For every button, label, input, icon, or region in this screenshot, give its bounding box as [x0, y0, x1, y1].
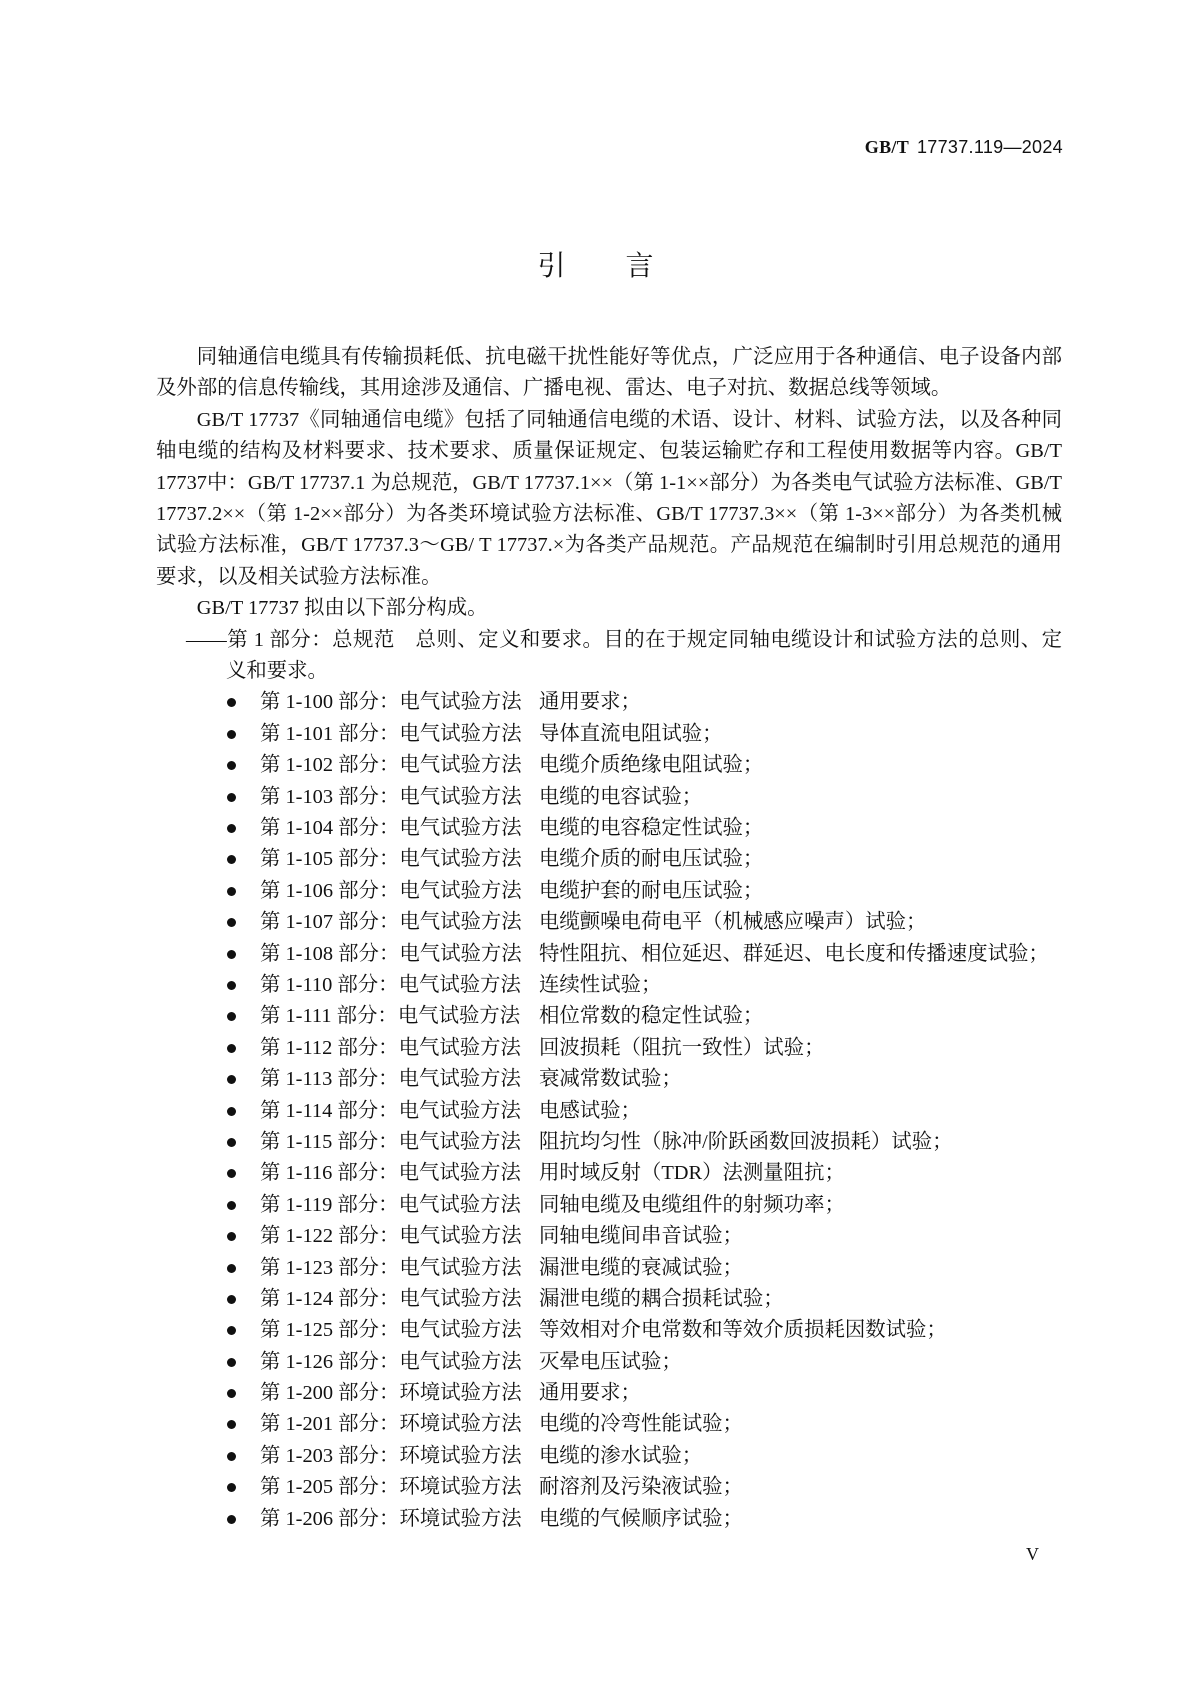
- bullet-icon: [227, 1389, 236, 1398]
- list-item: [156, 1315, 1062, 1346]
- list-item: [156, 1253, 1062, 1284]
- part-label: 第 1-112 部分：电气试验方法: [260, 1036, 521, 1059]
- part-description: 灭晕电压试验；: [539, 1350, 682, 1373]
- list-item: [156, 1158, 1062, 1189]
- standard-number-header: [865, 137, 1063, 158]
- part-label: 第 1-126 部分：电气试验方法: [260, 1350, 522, 1373]
- part-label: 第 1-119 部分：电气试验方法: [260, 1193, 521, 1216]
- standard-number: 17737.119—2024: [917, 137, 1063, 157]
- list-item: [156, 844, 1062, 875]
- part-description: 电缆颤噪电荷电平（机械感应噪声）试验；: [539, 911, 927, 934]
- list-item: [156, 1190, 1062, 1221]
- bullet-icon: [227, 1420, 236, 1429]
- bullet-icon: [227, 1326, 236, 1335]
- bullet-icon: [227, 1075, 236, 1084]
- part-label: 第 1-114 部分：电气试验方法: [260, 1099, 521, 1122]
- list-item: [156, 1472, 1062, 1503]
- list-item: [156, 876, 1062, 907]
- bullet-icon: [227, 793, 236, 802]
- bullet-icon: [227, 1169, 236, 1178]
- paragraph-parts-lead: GB/T 17737 拟由以下部分构成。: [196, 597, 488, 620]
- bullet-icon: [227, 730, 236, 739]
- standard-prefix: GB/T: [864, 137, 909, 157]
- part-description: 回波损耗（阻抗一致性）试验；: [539, 1036, 825, 1059]
- part-description: 漏泄电缆的耦合损耗试验；: [539, 1287, 784, 1310]
- list-item: [156, 1504, 1062, 1535]
- list-item: [156, 1033, 1062, 1064]
- bullet-icon: [227, 1138, 236, 1147]
- bullet-icon: [227, 1515, 236, 1524]
- part-description: 漏泄电缆的衰减试验；: [539, 1256, 743, 1279]
- part-description: 阻抗均匀性（脉冲/阶跃函数回波损耗）试验；: [539, 1130, 953, 1153]
- part-label: 第 1-124 部分：电气试验方法: [260, 1287, 522, 1310]
- bullet-icon: [227, 1044, 236, 1053]
- part-description: 导体直流电阻试验；: [539, 722, 723, 745]
- bullet-icon: [227, 855, 236, 864]
- list-item: [156, 1001, 1062, 1032]
- part-description: 同轴电缆间串音试验；: [539, 1225, 743, 1248]
- part-label: 第 1-115 部分：电气试验方法: [260, 1130, 521, 1153]
- paragraph-structure: GB/T 17737《同轴通信电缆》包括了同轴通信电缆的术语、设计、材料、试验方法，以及各种同轴电缆的结构及材料要求、技术要求、质量保证规定、包装运输贮存和工程使用数据等内容。GB/T 17737中：GB/T 17737.1 为总规范，GB/T 17737.1××（第 1-1××部分）为各类电气试验方法标准、GB/T 17737.2××（第 1-2××部分）为各类环境试验方法标准、GB/T 17737.3××（第 1-3××部分）为各类机械试验方法标准，GB/T 17737.3～GB/ T 17737.×为各类产品规范。产品规范在编制时引用总规范的通用要求，以及相关试验方法标准。: [156, 408, 1062, 588]
- list-item: [156, 1347, 1062, 1378]
- part-description: 电缆的气候顺序试验；: [539, 1507, 743, 1530]
- part-description: 连续性试验；: [539, 973, 662, 996]
- part-label: 第 1-113 部分：电气试验方法: [260, 1068, 521, 1091]
- part-label: 第 1-106 部分：电气试验方法: [260, 879, 522, 902]
- bullet-icon: [227, 918, 236, 927]
- list-item: [156, 1409, 1062, 1440]
- list-item: [156, 939, 1062, 970]
- bullet-icon: [227, 1107, 236, 1116]
- part-label: 第 1-205 部分：环境试验方法: [260, 1476, 522, 1499]
- part-label: 第 1-110 部分：电气试验方法: [260, 973, 521, 996]
- bullet-icon: [227, 1012, 236, 1021]
- bullet-icon: [227, 1483, 236, 1492]
- part-label: 第 1-200 部分：环境试验方法: [260, 1382, 522, 1405]
- part-label: 第 1-105 部分：电气试验方法: [260, 848, 522, 871]
- part-label: 第 1-111 部分：电气试验方法: [260, 1005, 521, 1028]
- part-label: 第 1-107 部分：电气试验方法: [260, 911, 522, 934]
- part-description: 相位常数的稳定性试验；: [539, 1005, 764, 1028]
- part-description: 电缆护套的耐电压试验；: [539, 879, 764, 902]
- part-description: 电缆介质绝缘电阻试验；: [539, 754, 764, 777]
- bullet-icon: [227, 1358, 236, 1367]
- list-item: [156, 750, 1062, 781]
- part-label: 第 1-123 部分：电气试验方法: [260, 1256, 522, 1279]
- list-item: [156, 1221, 1062, 1252]
- part-label: 第 1-206 部分：环境试验方法: [260, 1507, 522, 1530]
- part-description: 电缆介质的耐电压试验；: [539, 848, 764, 871]
- page-number: V: [1026, 1544, 1039, 1564]
- part-description: 电缆的电容试验；: [539, 785, 703, 808]
- part-label: 第 1-103 部分：电气试验方法: [260, 785, 522, 808]
- part-label: 第 1-104 部分：电气试验方法: [260, 817, 522, 840]
- list-item: [156, 1441, 1062, 1472]
- part-label: 第 1-101 部分：电气试验方法: [260, 722, 522, 745]
- list-item: [156, 907, 1062, 938]
- bullet-icon: [227, 824, 236, 833]
- bullet-icon: [227, 950, 236, 959]
- bullet-icon: [227, 761, 236, 770]
- part-description: 电缆的电容稳定性试验；: [539, 817, 764, 840]
- bullet-icon: [227, 1264, 236, 1273]
- parts-list: [156, 687, 1062, 1535]
- bullet-icon: [227, 887, 236, 896]
- part-description: 衰减常数试验；: [539, 1068, 682, 1091]
- bullet-icon: [227, 1201, 236, 1210]
- part-label: 第 1-122 部分：电气试验方法: [260, 1225, 522, 1248]
- part-label: 第 1-102 部分：电气试验方法: [260, 754, 522, 777]
- part-label: 第 1-116 部分：电气试验方法: [260, 1162, 521, 1185]
- list-item: [156, 1096, 1062, 1127]
- part-description: 特性阻抗、相位延迟、群延迟、电长度和传播速度试验；: [539, 942, 1049, 965]
- document-body: [156, 342, 1062, 1535]
- list-item: [156, 1378, 1062, 1409]
- bullet-icon: [227, 981, 236, 990]
- part-description: 等效相对介电常数和等效介质损耗因数试验；: [539, 1319, 947, 1342]
- bullet-icon: [227, 698, 236, 707]
- paragraph-intro: 同轴通信电缆具有传输损耗低、抗电磁干扰性能好等优点，广泛应用于各种通信、电子设备内部及外部的信息传输线，其用途涉及通信、广播电视、雷达、电子对抗、数据总线等领域。: [156, 346, 1062, 400]
- list-item: [156, 1127, 1062, 1158]
- part-description: 用时域反射（TDR）法测量阻抗；: [539, 1162, 845, 1185]
- part-1-entry: ——第 1 部分：总规范 总则、定义和要求。目的在于规定同轴电缆设计和试验方法的总则、定义和要求。: [186, 628, 1062, 683]
- part-description: 通用要求；: [539, 691, 641, 714]
- part-description: 耐溶剂及污染液试验；: [539, 1476, 743, 1499]
- list-item: [156, 719, 1062, 750]
- part-description: 通用要求；: [539, 1382, 641, 1405]
- list-item: [156, 1064, 1062, 1095]
- part-label: 第 1-201 部分：环境试验方法: [260, 1413, 522, 1436]
- part-label: 第 1-203 部分：环境试验方法: [260, 1444, 522, 1467]
- list-item: [156, 813, 1062, 844]
- part-description: 电感试验；: [539, 1099, 641, 1122]
- list-item: [156, 1284, 1062, 1315]
- part-description: 同轴电缆及电缆组件的射频功率；: [539, 1193, 845, 1216]
- list-item: [156, 782, 1062, 813]
- bullet-icon: [227, 1295, 236, 1304]
- bullet-icon: [227, 1232, 236, 1241]
- list-item: [156, 970, 1062, 1001]
- part-description: 电缆的渗水试验；: [539, 1444, 703, 1467]
- part-description: 电缆的冷弯性能试验；: [539, 1413, 743, 1436]
- page-title: 引言: [537, 249, 714, 282]
- part-label: 第 1-108 部分：电气试验方法: [260, 942, 522, 965]
- part-label: 第 1-125 部分：电气试验方法: [260, 1319, 522, 1342]
- bullet-icon: [227, 1452, 236, 1461]
- part-label: 第 1-100 部分：电气试验方法: [260, 691, 522, 714]
- list-item: [156, 687, 1062, 718]
